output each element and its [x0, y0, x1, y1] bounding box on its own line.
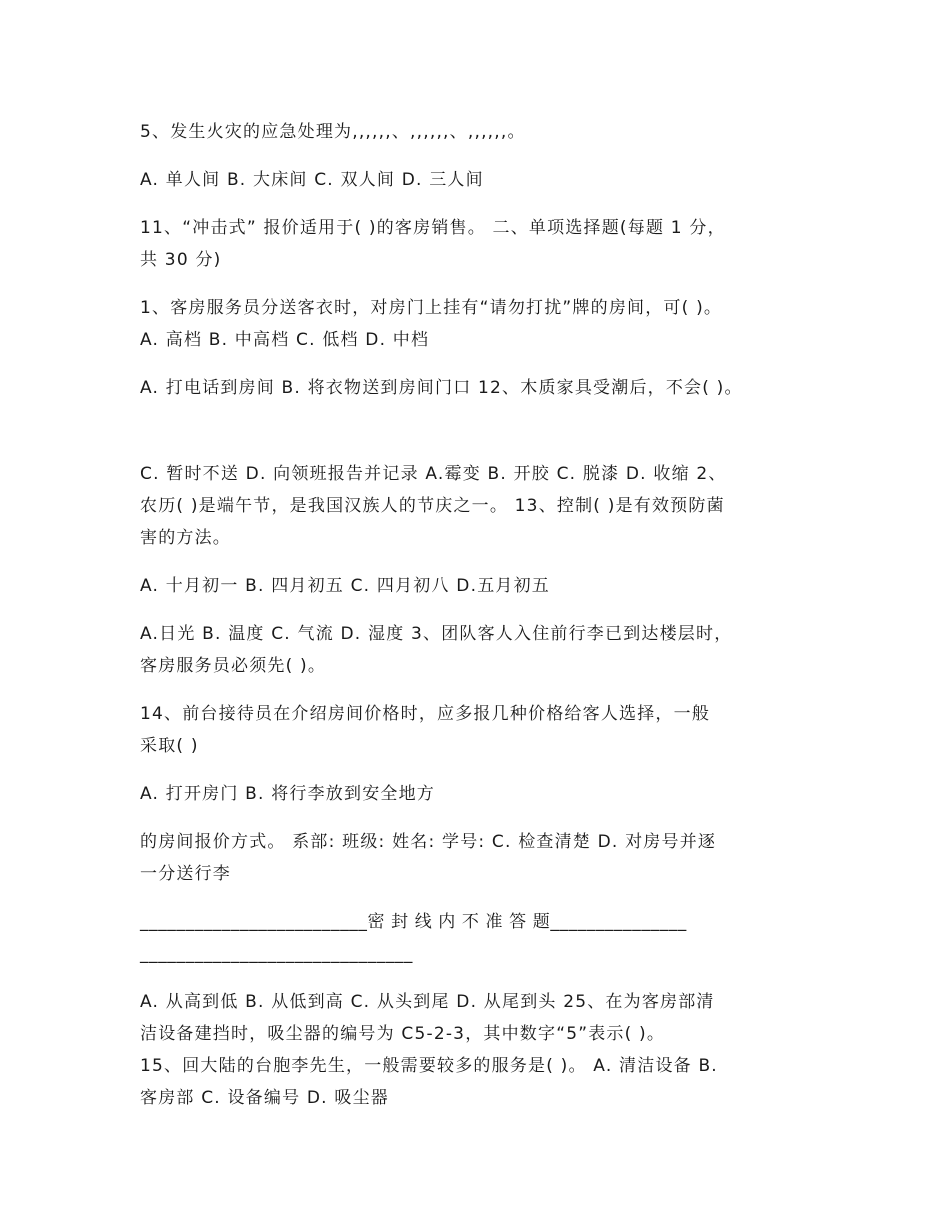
seal-line [140, 906, 830, 970]
question-1-text [140, 292, 830, 356]
text-line: A. 打开房门 B. 将行李放到安全地方 [140, 784, 436, 804]
text-line: 14、前台接待员在介绍房间价格时，应多报几种价格给客人选择，一般 [140, 704, 711, 724]
question-13-options-and-question-3 [140, 618, 830, 682]
text-line: 15、回大陆的台胞李先生，一般需要较多的服务是( )。 A. 清洁设备 B. [140, 1056, 718, 1076]
text-line: 一分送行李 [140, 864, 231, 884]
text-line: 共 30 分) [140, 250, 222, 270]
seal-line-text: _________________________密 封 线 内 不 准 答 题_______________ [140, 912, 687, 932]
question-1-options-and-question-12 [140, 372, 830, 404]
question-3-options [140, 778, 830, 810]
text-line: 5、发生火灾的应急处理为,,,,,,、,,,,,,、,,,,,,。 [140, 122, 526, 142]
text-line: C. 暂时不送 D. 向领班报告并记录 A.霉变 B. 开胶 C. 脱漆 D. 收缩 2、 [140, 464, 727, 484]
text-line: 客房服务员必须先( )。 [140, 656, 327, 676]
text-line: A. 单人间 B. 大床间 C. 双人间 D. 三人间 [140, 170, 484, 190]
text-line: 客房部 C. 设备编号 D. 吸尘器 [140, 1088, 389, 1108]
seal-line-continuation: ______________________________ [140, 944, 413, 964]
text-line: 11、“冲击式” 报价适用于( )的客房销售。 二、单项选择题(每题 1 分， [140, 218, 726, 238]
question-2-and-13-text [140, 458, 830, 554]
text-line: 害的方法。 [140, 528, 231, 548]
text-line: A. 十月初一 B. 四月初五 C. 四月初八 D.五月初五 [140, 576, 550, 596]
text-line: A.日光 B. 温度 C. 气流 D. 湿度 3、团队客人入住前行李已到达楼层时， [140, 624, 733, 644]
student-info-line [140, 826, 830, 890]
question-2-options [140, 570, 830, 602]
question-14-text [140, 698, 830, 762]
text-line: 采取( ) [140, 736, 199, 756]
text-line: A. 打电话到房间 B. 将衣物送到房间门口 12、木质家具受潮后，不会( )。 [140, 378, 743, 398]
question-14-options-and-question-25 [140, 986, 830, 1114]
room-type-options [140, 164, 830, 196]
document-page [140, 116, 830, 1114]
text-line: 1、客房服务员分送客衣时，对房门上挂有“请勿打扰”牌的房间，可( )。 [140, 298, 723, 318]
text-line: 的房间报价方式。 系部: 班级: 姓名: 学号: C. 检查清楚 D. 对房号并逐 [140, 832, 717, 852]
text-line: 农历( )是端午节，是我国汉族人的节庆之一。 13、控制( )是有效预防菌 [140, 496, 725, 516]
text-line: A. 高档 B. 中高档 C. 低档 D. 中档 [140, 330, 430, 350]
question-11-text [140, 212, 830, 276]
question-5-text [140, 116, 830, 148]
text-line: A. 从高到低 B. 从低到高 C. 从头到尾 D. 从尾到头 25、在为客房部清 [140, 992, 715, 1012]
text-line: 洁设备建挡时，吸尘器的编号为 C5-2-3，其中数字“5”表示( )。 [140, 1024, 666, 1044]
